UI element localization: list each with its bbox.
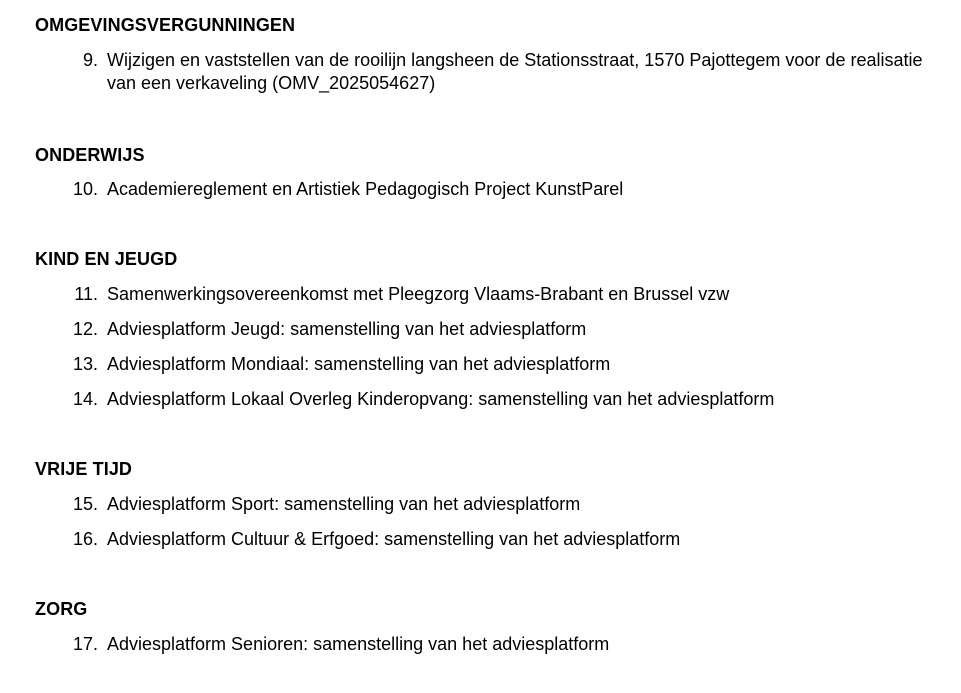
section-title: ZORG — [35, 599, 88, 619]
agenda-item-number: 9. — [82, 50, 98, 70]
agenda-item-number: 15. — [72, 494, 98, 514]
agenda-list — [35, 283, 935, 411]
agenda-item-number: 16. — [72, 529, 98, 549]
section-title: VRIJE TIJD — [35, 459, 133, 479]
section-title: ONDERWIJS — [35, 145, 145, 165]
agenda-item — [35, 353, 935, 376]
agenda-item-text: Adviesplatform Sport: samenstelling van het adviesplatform — [107, 494, 581, 514]
agenda-item-text: Adviesplatform Cultuur & Erfgoed: samenstelling van het adviesplatform — [107, 529, 681, 549]
agenda-item-text: Adviesplatform Senioren: samenstelling van het adviesplatform — [107, 634, 610, 654]
agenda-item-text: Adviesplatform Mondiaal: samenstelling van het adviesplatform — [107, 354, 611, 374]
agenda-item-number: 17. — [72, 634, 98, 654]
agenda-item-text: Adviesplatform Lokaal Overleg Kinderopvang: samenstelling van het adviesplatform — [107, 389, 775, 409]
agenda-item — [35, 528, 935, 551]
agenda-list — [35, 633, 935, 656]
section-title: OMGEVINGSVERGUNNINGEN — [35, 15, 296, 35]
agenda-item — [35, 178, 935, 201]
section-kind-en-jeugd — [35, 248, 935, 411]
agenda-list — [35, 49, 935, 95]
agenda-item — [35, 318, 935, 341]
agenda-item-number: 13. — [72, 354, 98, 374]
agenda-item-text: Wijzigen en vaststellen van de rooilijn langsheen de Stationsstraat, 1570 Pajottegem voor de realisatie van een verkaveling (OMV_2025054627) — [107, 50, 923, 93]
section-onderwijs — [35, 144, 935, 201]
agenda-item — [35, 633, 935, 656]
section-zorg — [35, 598, 935, 656]
agenda-item-number: 12. — [72, 319, 98, 339]
section-omgevingsvergunningen — [35, 14, 935, 95]
agenda-item — [35, 388, 935, 411]
agenda-list — [35, 178, 935, 201]
agenda-item-text: Adviesplatform Jeugd: samenstelling van het adviesplatform — [107, 319, 587, 339]
agenda-item — [35, 283, 935, 306]
agenda-item-number: 10. — [72, 179, 98, 199]
agenda-item-number: 14. — [72, 389, 98, 409]
agenda-item — [35, 49, 935, 95]
section-vrije-tijd — [35, 458, 935, 551]
agenda-item — [35, 493, 935, 516]
agenda-list — [35, 493, 935, 551]
agenda-item-number: 11. — [74, 284, 98, 304]
section-title: KIND EN JEUGD — [35, 249, 178, 269]
agenda-item-text: Academiereglement en Artistiek Pedagogisch Project KunstParel — [107, 179, 624, 199]
agenda-item-text: Samenwerkingsovereenkomst met Pleegzorg Vlaams-Brabant en Brussel vzw — [107, 284, 730, 304]
